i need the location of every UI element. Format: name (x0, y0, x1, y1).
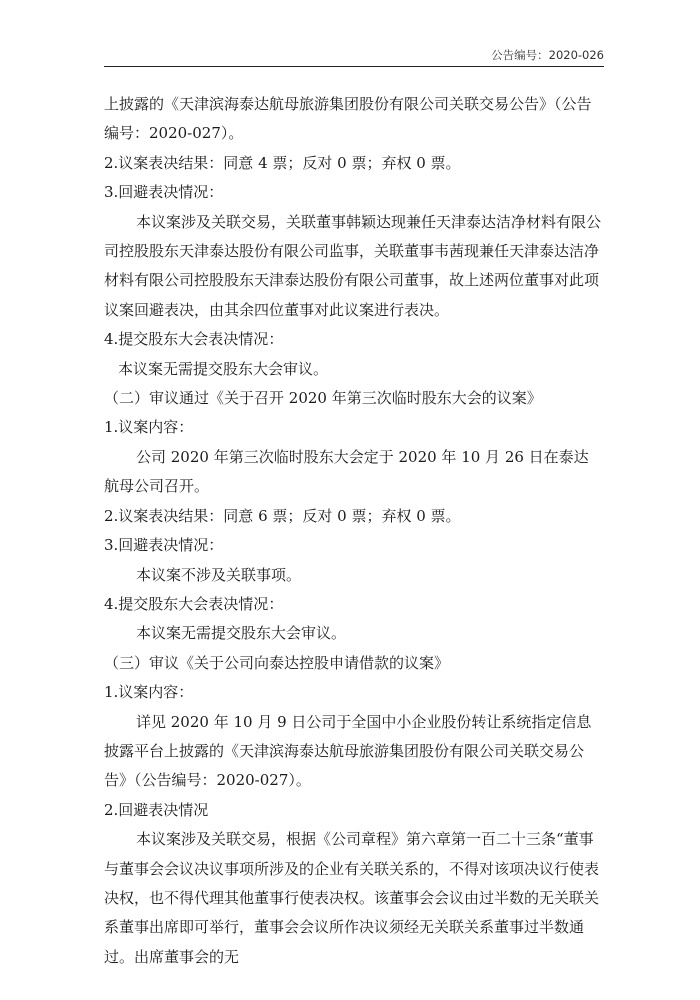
paragraph: 1.议案内容： (104, 418, 194, 437)
paragraph: 2.议案表决结果：同意 6 票；反对 0 票；弃权 0 票。 (104, 506, 461, 525)
paragraph: 本议案无需提交股东大会审议。 (118, 359, 329, 378)
paragraph: 4.提交股东大会表决情况： (104, 330, 284, 349)
paragraph: 4.提交股东大会表决情况： (104, 594, 284, 613)
section-heading: （二）审议通过《关于召开 2020 年第三次临时股东大会的议案》 (104, 389, 542, 408)
paragraph: 2.回避表决情况 (104, 800, 209, 819)
paragraph: 本议案不涉及关联事项。 (136, 565, 302, 584)
announcement-number: 公告编号：2020-026 (491, 48, 604, 62)
paragraph: 上披露的《天津滨海泰达航母旅游集团股份有限公司关联交易公告》（公告编号：2020-027）。 (104, 95, 592, 143)
paragraph: 本议案涉及关联交易，关联董事韩颖达现兼任天津泰达洁净材料有限公司控股股东天津泰达股份有限公司监事，关联董事韦茜现兼任天津泰达洁净材料有限公司控股股东天津泰达股份有限公司董事，故上述两位董事对此项议案回避表决，由其余四位董事对此议案进行表决。 (104, 212, 602, 319)
paragraph: 1.议案内容： (104, 683, 194, 702)
section-heading: （三）审议《关于公司向泰达控股申请借款的议案》 (104, 653, 450, 672)
paragraph: 3.回避表决情况： (104, 536, 224, 555)
document-body (104, 90, 602, 972)
paragraph: 2.议案表决结果：同意 4 票；反对 0 票；弃权 0 票。 (104, 153, 461, 172)
paragraph: 3.回避表决情况： (104, 183, 224, 202)
page-header (104, 46, 604, 67)
paragraph: 本议案无需提交股东大会审议。 (136, 624, 347, 643)
paragraph: 本议案涉及关联交易，根据《公司章程》第六章第一百二十三条“董事与董事会会议决议事项所涉及的企业有关联关系的，不得对该项决议行使表决权，也不得代理其他董事行使表决权。该董事会会议由过半数的无关联关系董事出席即可举行，董事会会议所作决议须经无关联关系董事过半数通过。出席董事会的无 (104, 830, 600, 966)
paragraph: 详见 2020 年 10 月 9 日公司于全国中小企业股份转让系统指定信息披露平台上披露的《天津滨海泰达航母旅游集团股份有限公司关联交易公告》（公告编号：2020-027）。 (104, 712, 592, 790)
paragraph: 公司 2020 年第三次临时股东大会定于 2020 年 10 月 26 日在泰达航母公司召开。 (104, 447, 589, 496)
